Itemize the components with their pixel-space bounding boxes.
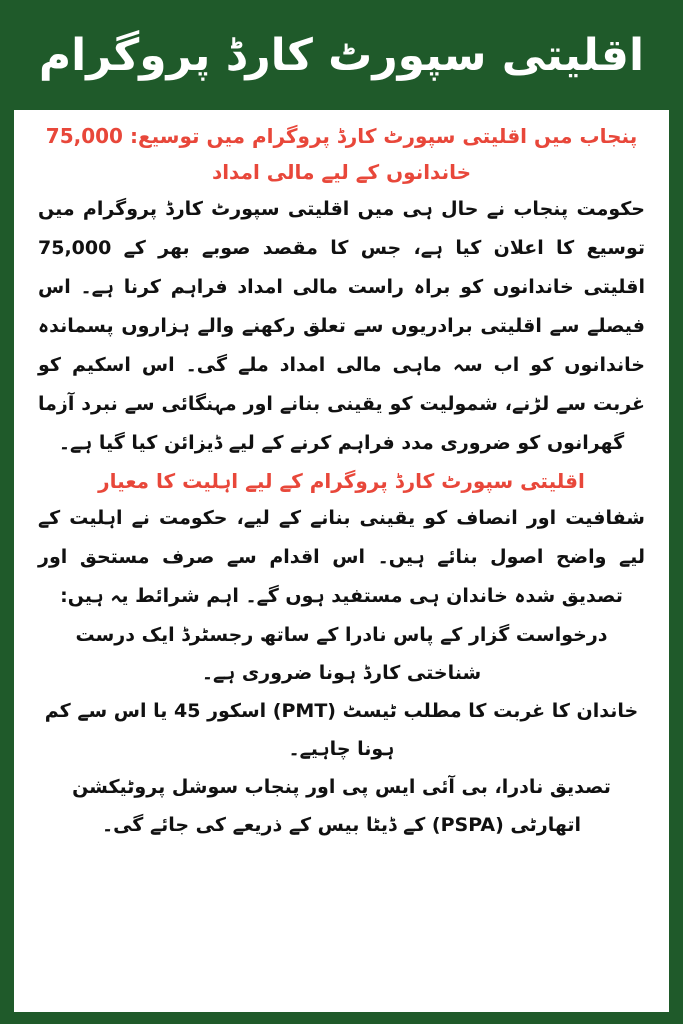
intro-paragraph: حکومت پنجاب نے حال ہی میں اقلیتی سپورٹ کارڈ پروگرام میں توسیع کا اعلان کیا ہے، جس کا مقصد صوبے بھر کے 75,000 اقلیتی خاندانوں کو براہ راست مالی امداد فراہم کرنا ہے۔ اس فیصلے سے اقلیتی برادریوں سے تعلق رکھنے والے ہزاروں پسماندہ خاندانوں کو اب سہ ماہی مالی امداد ملے گی۔ اس اسکیم کو غربت سے لڑنے، شمولیت کو یقینی بنانے اور مہنگائی سے نبرد آزما گھرانوں کو ضروری مدد فراہم کرنے کے لیے ڈیزائن کیا گیا ہے۔: [38, 198, 645, 454]
condition-item: خاندان کا غربت کا مطلب ٹیسٹ (PMT) اسکور 45 یا اس سے کم ہونا چاہیے۔: [44, 700, 639, 760]
criteria-heading: اقلیتی سپورٹ کارڈ پروگرام کے لیے اہلیت کا معیار: [98, 469, 585, 493]
criteria-intro: شفافیت اور انصاف کو یقینی بنانے کے لیے، حکومت نے اہلیت کے لیے واضح اصول بنائے ہیں۔ اس اقدام سے صرف مستحق اور تصدیق شدہ خاندان ہی مستفید ہوں گے۔ اہم شرائط یہ ہیں:: [38, 507, 645, 607]
condition-item: تصدیق نادرا، بی آئی ایس پی اور پنجاب سوشل پروٹیکشن اتھارٹی (PSPA) کے ڈیٹا بیس کے ذریعے کی جائے گی۔: [72, 776, 611, 836]
page-title: اقلیتی سپورٹ کارڈ پروگرام: [38, 29, 645, 81]
content-panel: [14, 110, 669, 1012]
article-headline: پنجاب میں اقلیتی سپورٹ کارڈ پروگرام میں توسیع: 75,000 خاندانوں کے لیے مالی امداد: [45, 124, 638, 184]
title-banner: [0, 0, 683, 110]
condition-item: درخواست گزار کے پاس نادرا کے ساتھ رجسٹرڈ ایک درست شناختی کارڈ ہونا ضروری ہے۔: [75, 624, 608, 684]
